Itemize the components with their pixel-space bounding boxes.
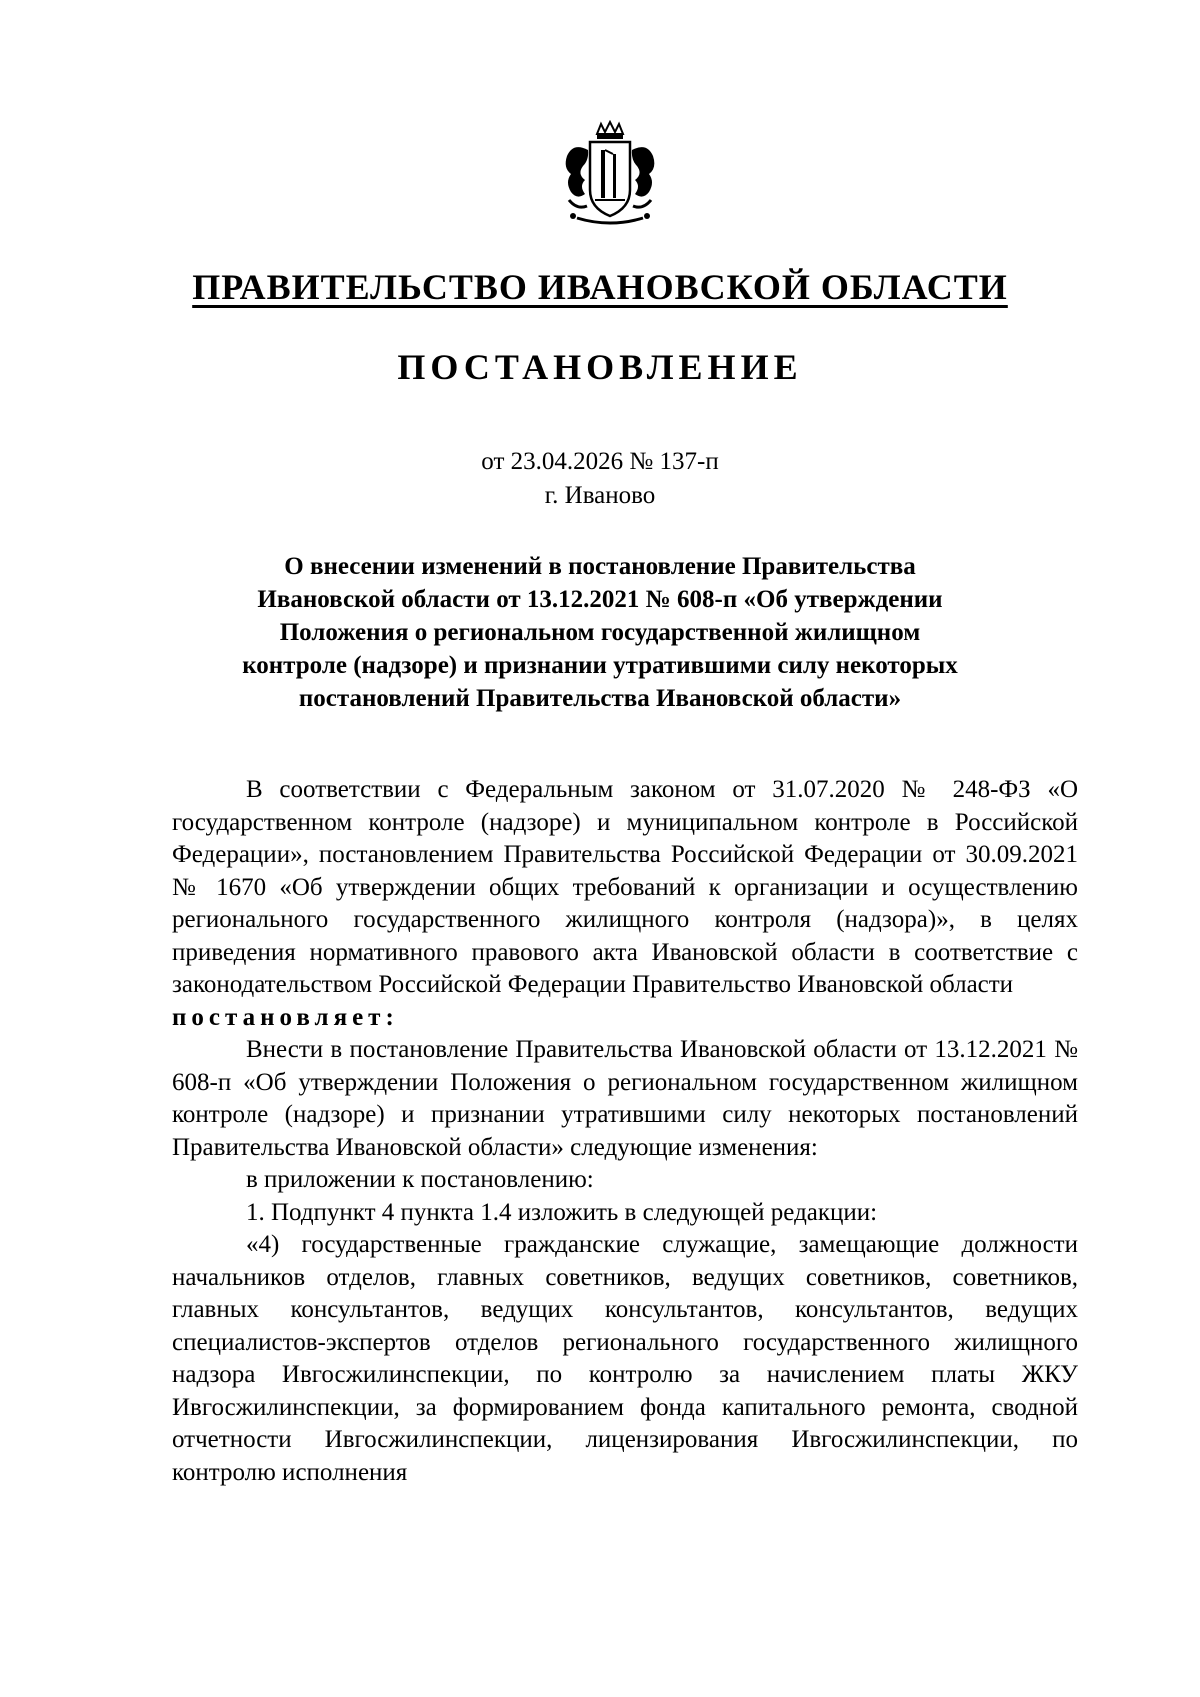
document-date-number: от 23.04.2026 № 137-п bbox=[481, 448, 719, 475]
coat-of-arms-icon bbox=[555, 120, 665, 230]
amend-paragraph: Внести в постановление Правительства Ивановской области от 13.12.2021 № 608-п «Об утверждении Положения о региональном государственном жилищном контроле (надзоре) и признании утратившими силу некоторых постановлений Правительства Ивановской области» следующие изменения: bbox=[172, 1036, 1078, 1161]
resolves-keyword: постановляет: bbox=[172, 1003, 399, 1031]
document-subject bbox=[200, 550, 1000, 715]
subject-line: Положения о региональном государственной жилищном bbox=[279, 619, 921, 646]
government-title-text: ПРАВИТЕЛЬСТВО ИВАНОВСКОЙ ОБЛАСТИ bbox=[192, 267, 1008, 307]
item-4-paragraph: «4) государственные гражданские служащие, замещающие должности начальников отделов, главных советников, ведущих советников, советников, главных консультантов, ведущих консультантов, консультантов, ведущих специалистов-экспертов отделов регионального государственного жилищного надзора Ивгосжилинспекции, по контролю за начислением платы ЖКУ Ивгосжилинспекции, за формированием фонда капитального ремонта, сводной отчетности Ивгосжилинспекции, лицензирования Ивгосжилинспекции, по контролю исполнения bbox=[172, 1231, 1078, 1486]
item-1-paragraph: 1. Подпункт 4 пункта 1.4 изложить в следующей редакции: bbox=[246, 1198, 878, 1226]
subject-line: постановлений Правительства Ивановской области» bbox=[298, 685, 902, 712]
subject-line: О внесении изменений в постановление Правительства bbox=[284, 553, 916, 580]
preamble-text: В соответствии с Федеральным законом от 31.07.2020 № 248-ФЗ «О государственном контроле (надзоре) и муниципальном контроле в Российской Федерации», постановлением Правительства Российской Федерации от 30.09.2021 № 1670 «Об утверждении общих требований к организации и осуществлению регионального государственного жилищного контроля (надзора)», в целях приведения нормативного правового акта Ивановской области в соответствие с законодательством Российской Федерации Правительство Ивановской области bbox=[172, 776, 1078, 998]
document-city: г. Иваново bbox=[544, 482, 656, 509]
government-title bbox=[0, 266, 1200, 308]
document-body bbox=[172, 774, 1078, 1489]
subject-line: Ивановской области от 13.12.2021 № 608-п «Об утверждении bbox=[257, 586, 943, 613]
preamble-paragraph bbox=[172, 774, 1078, 1034]
subject-line: контроле (надзоре) и признании утратившими силу некоторых bbox=[242, 652, 958, 679]
appendix-paragraph: в приложении к постановлению: bbox=[246, 1166, 594, 1193]
document-type: ПОСТАНОВЛЕНИЕ bbox=[397, 347, 803, 387]
